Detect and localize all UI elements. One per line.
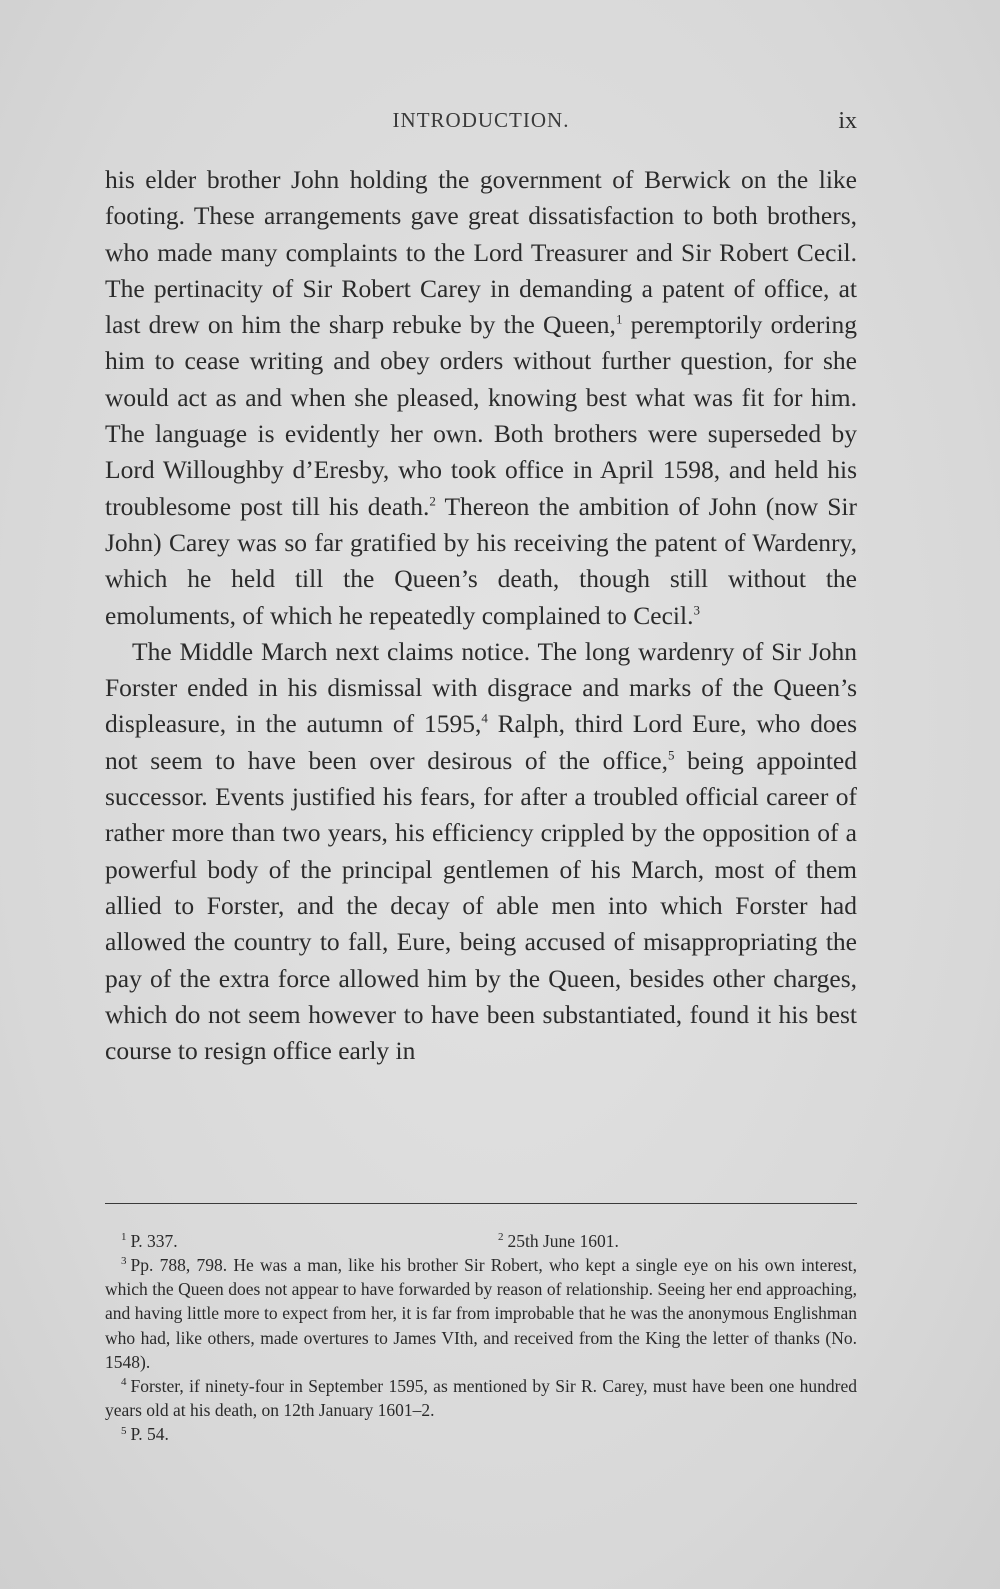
footnote-ref-2: 2 [429,493,436,509]
footnotes [105,1229,857,1447]
running-head [105,108,857,138]
footnote-5-number: 5 [121,1424,127,1437]
footnote-2-number: 2 [498,1231,504,1244]
footnote-ref-1: 1 [615,311,623,327]
footnote-5 [105,1422,857,1446]
paragraph-2 [105,634,857,1070]
footnote-ref-4: 4 [481,710,488,726]
footnote-ref-3: 3 [693,602,700,618]
page-number: ix [838,108,857,134]
footnote-4 [105,1374,857,1422]
footnote-5-text: P. 54. [130,1424,169,1445]
paragraph-1-text-a: his elder brother John holding the government of Berwick on the like footing. These arrangements gave great dissatisfaction to both brothers, who made many complaints to the Lord Treasurer and Sir Robert Cecil. The pertinacity of Sir Robert Carey in demanding a patent of office, at last drew on him the sharp rebuke by the Queen, [105,165,857,340]
footnote-2-text: 25th June 1601. [507,1231,619,1251]
footnote-1-text: P. 337. [130,1231,178,1251]
footnote-3 [105,1253,857,1374]
paragraph-1-text-c: Thereon the ambition of John (now Sir John) Carey was so far gratified by his receiving the patent of Wardenry, which he held till the Queen’s death, though still without the emoluments, of which he repeatedly complained to Cecil. [105,491,857,630]
footnote-3-number: 3 [121,1255,127,1268]
paragraph-2-text-b: Ralph, third Lord Eure, who does not seem to have been over desirous of the office, [105,709,857,775]
footnote-ref-5: 5 [667,747,675,763]
footnote-1 [121,1229,178,1253]
paragraph-2-text-c: being appointed successor. Events justified his fears, for after a troubled official career of rather more than two years, his efficiency crippled by the opposition of a powerful body of the principal gentlemen of his March, most of them allied to Forster, and the decay of able men into which Forster had allowed the country to fall, Eure, being accused of misappropriating the pay of the extra force allowed him by the Queen, besides other charges, which do not seem however to have been substantiated, found it his best course to resign office early in [105,745,857,1066]
body-text [105,162,857,1069]
footnote-3-text: Pp. 788, 798. He was a man, like his brother Sir Robert, who kept a single eye on his own interest, which the Queen does not appear to have forwarded by reason of relationship. Seeing her end approaching, and having little more to expect from her, it is far from improbable that he was the anonymous Englishman who had, like others, made overtures to James VIth, and received from the King the letter of thanks (No. 1548). [105,1255,857,1372]
footnote-row-1-2 [105,1229,857,1253]
footnote-1-number: 1 [121,1231,127,1244]
footnote-divider [105,1203,857,1204]
running-title: INTRODUCTION. [392,108,570,132]
paragraph-1-text-b: peremptorily ordering him to cease writing and obey orders without further question, for she would act as and when she pleased, knowing best what was fit for him. The language is evidently her own. Both brothers were superseded by Lord Willoughby d’Eresby, who took office in April 1598, and held his troublesome post till his death. [105,310,857,521]
footnote-4-number: 4 [121,1376,127,1389]
paragraph-1 [105,162,857,634]
paragraph-2-text-a: The Middle March next claims notice. The long wardenry of Sir John Forster ended in his dismissal with disgrace and marks of the Queen’s displeasure, in the autumn of 1595, [105,636,857,739]
footnote-2 [498,1229,619,1253]
footnote-4-text: Forster, if ninety-four in September 1595, as mentioned by Sir R. Carey, must have been one hundred years old at his death, on 12th January 1601–2. [105,1376,857,1421]
